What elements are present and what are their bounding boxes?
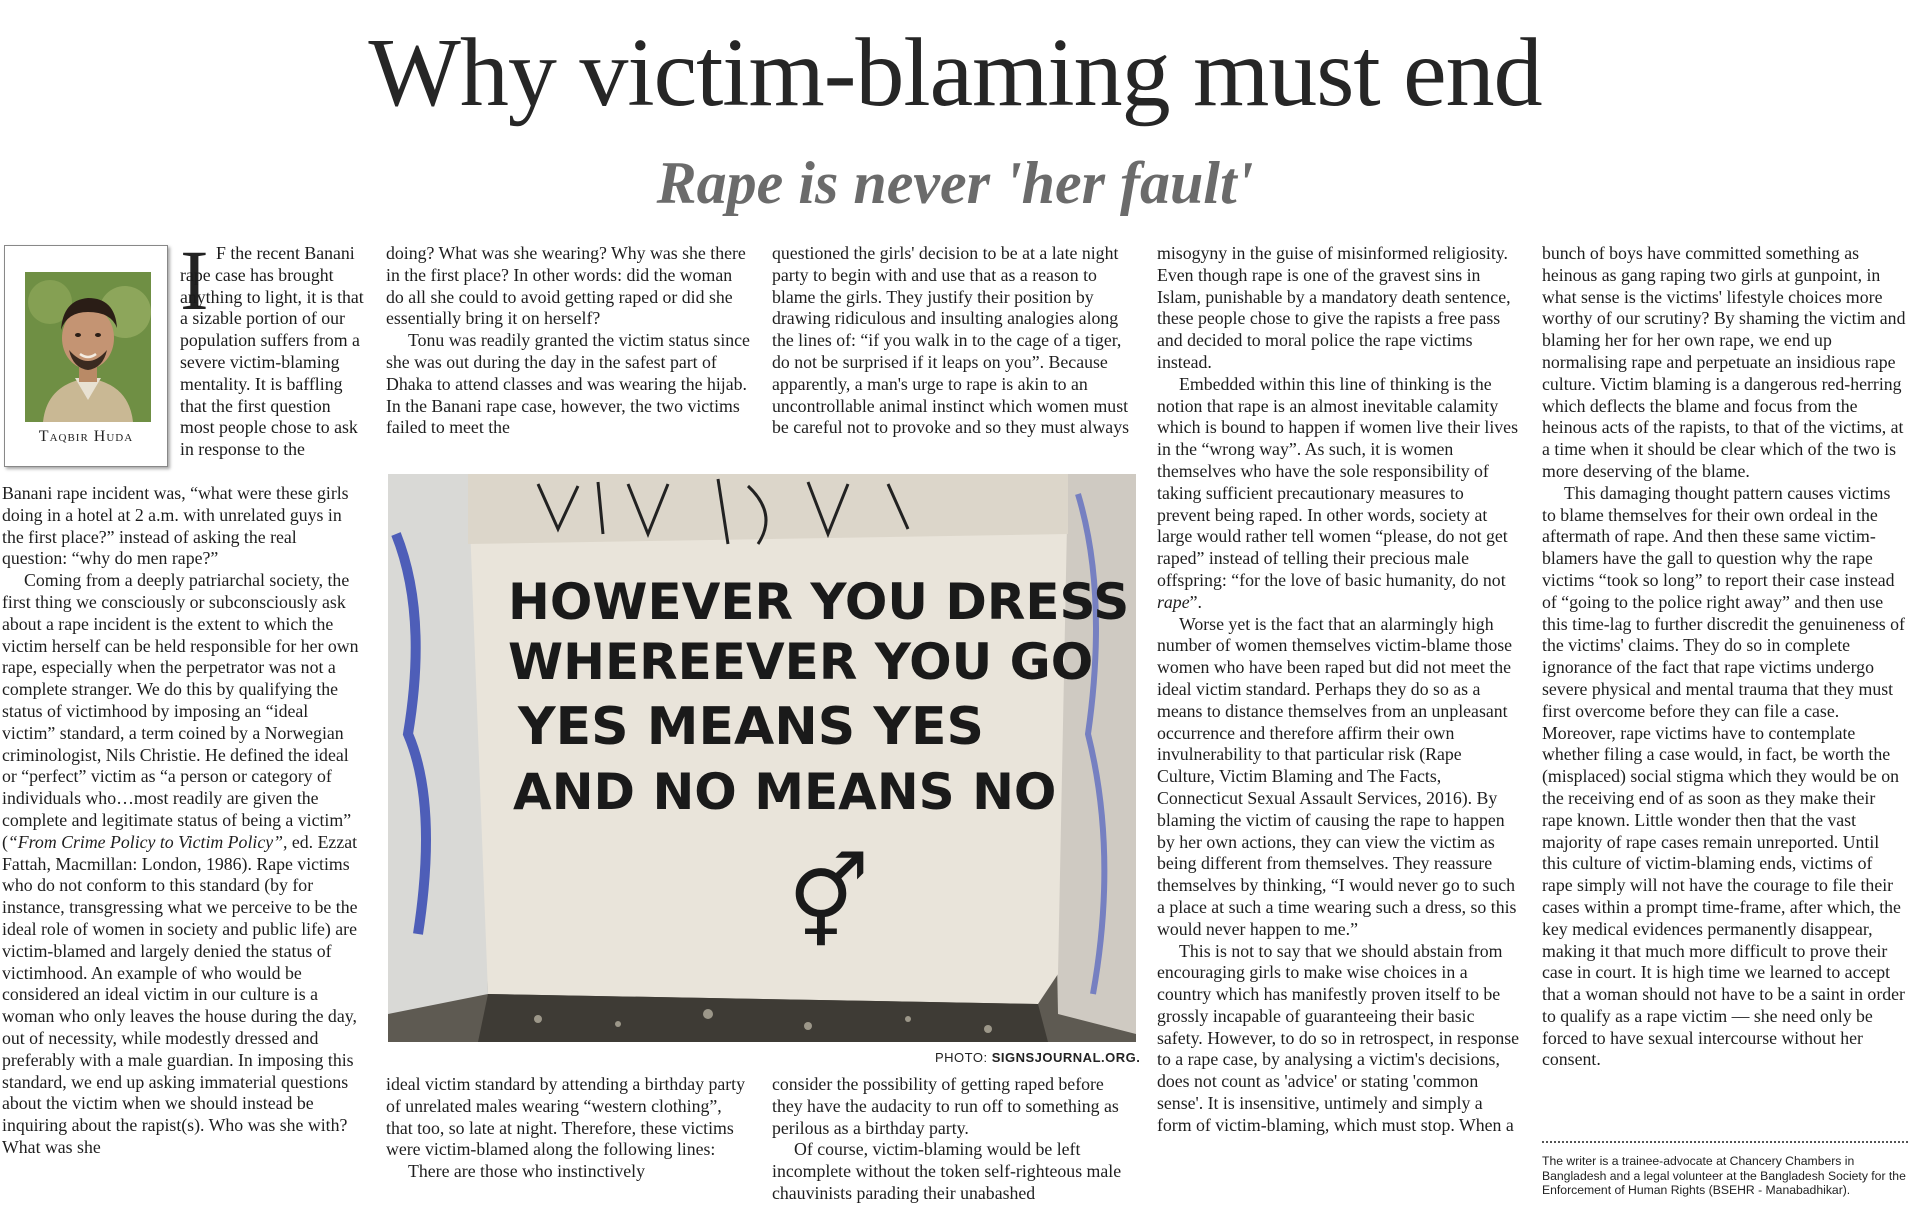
article-column-4	[1157, 243, 1521, 1216]
paragraph: doing? What was she wearing? Why was she there in the first place? In other words: did the woman do all she could to avoid getting raped or did she essentially bring it on herself?	[386, 243, 746, 329]
paragraph: This is not to say that we should abstain from encouraging girls to make wise choices in a country which has manifestly proven itself to be grossly incapable of guaranteeing their basic safety. However, to do so in retrospect, in response to a rape case, by analysing a victim's decisions, does not count as 'advice' or stating 'common sense'. It is insensitive, untimely and simply a form of victim-blaming, which must stop. When a	[1157, 940, 1520, 1135]
article-column-3-bottom	[772, 1074, 1136, 1216]
paragraph: Coming from a deeply patriarchal society, the first thing we consciously or subconsciously ask about a rape incident is the extent to which the victim herself can be held responsible for her own rape, especially when the perpetrator was not a complete stranger. We do this by qualifying the status of victimhood by imposing an “ideal victim” standard, a term coined by a Norwegian criminologist, Nils Christie. He defined the ideal or “perfect” victim as “a person or category of individuals who…most readily are given the complete and legitimate status of being a victim” (“From Crime Policy to Victim Policy”, ed. Ezzat Fattah, Macmillan: London, 1986). Rape victims who do not conform to this standard (by for instance, transgressing what we perceive to be the ideal role of women in society and public life) are victim-blamed and largely denied the status of victimhood. An example of who would be considered an ideal victim in our culture is a woman who only leaves the house during the day, out of necessity, while modestly dressed and preferably with a male guardian. In imposing this standard, we end up asking immaterial questions about the victim when we should instead be inquiring about the rapist(s). Who was she with? What was she	[2, 570, 359, 1157]
graffiti-line-3: YES MEANS YES	[518, 697, 984, 757]
subheadline: Rape is never 'her fault'	[656, 150, 1254, 216]
paragraph: Tonu was readily granted the victim status since she was out during the day in the safest part of Dhaka to attend classes and was wearing the hijab. In the Banani rape case, however, the two victims failed to meet the	[386, 330, 750, 438]
article-column-2-bottom	[386, 1074, 750, 1216]
byline-box	[4, 245, 168, 467]
paragraph: ideal victim standard by attending a birthday party of unrelated males wearing “western clothing”, that too, so late at night. Therefore, these victims were victim-blamed along the following lines:	[386, 1074, 745, 1160]
intro-text: F the recent Banani rape case has brought anything to light, it is that a sizable portion of our population suffers from a severe victim-blaming mentality. It is baffling that the first question most people chose to ask in response to the	[180, 243, 364, 460]
paragraph: Of course, victim-blaming would be left incomplete without the token self-righteous male chauvinists parading their unabashed	[772, 1139, 1122, 1203]
paragraph: Worse yet is the fact that an alarmingly high number of women themselves victim-blame those women who have been raped but did not meet the ideal victim standard. Perhaps they do so as a means to distance themselves from an unpleasant occurrence and therefore affirm their own invulnerability to that particular risk (Rape Culture, Victim Blaming and The Facts, Connecticut Sexual Assault Services, 2016). By blaming the victim of causing the rape to happen by her own actions, they can view the victim as being different from themselves. They reassure themselves by thinking, “I would never go to such a place at such a time wearing such a dress, so this would never happen to me.”	[1157, 613, 1517, 939]
paragraph: Banani rape incident was, “what were these girls doing in a hotel at 2 a.m. with unrelated guys in the first place?” instead of asking the real question: “why do men rape?”	[2, 483, 349, 569]
graffiti-photo	[388, 474, 1136, 1042]
graffiti-line-4: AND NO MEANS NO	[513, 763, 1057, 821]
headline: Why victim-blaming must end	[368, 19, 1542, 127]
paragraph: consider the possibility of getting raped before they have the audacity to run off to something as perilous as a birthday party.	[772, 1074, 1119, 1138]
article-column-3-top	[772, 243, 1136, 439]
article-column-1	[2, 483, 364, 1216]
paragraph: bunch of boys have committed something as heinous as gang raping two girls at gunpoint, in what sense is the victims' lifestyle choices more worthy of our scrutiny? By shaming the victim and blaming her for her own rape, we end up normalising rape and perpetuate an insidious rape culture. Victim blaming is a dangerous red-herring which deflects the blame and focus from the heinous acts of the rapists, to that of the victims, at a time when it should be clear which of the two is more deserving of the blame.	[1542, 243, 1906, 481]
author-footnote: The writer is a trainee-advocate at Chancery Chambers in Bangladesh and a legal volunteer at the Bangladesh Society for the Enforcement of Human Rights (BSEHR - Manabadhikar).	[1542, 1154, 1906, 1197]
paragraph: questioned the girls' decision to be at a late night party to begin with and use that as a reason to blame the girls. They justify their position by drawing ridiculous and insulting analogies along the lines of: “if you walk in to the cage of a tiger, do not be surprised if it leaps on you”. Because apparently, a man's urge to rape is akin to an uncontrollable animal instinct which women must be careful not to provoke and so they must always	[772, 243, 1130, 438]
author-photo	[25, 272, 151, 422]
article-column-5	[1542, 243, 1906, 1138]
paragraph: There are those who instinctively	[408, 1161, 646, 1182]
graffiti-line-1: HOWEVER YOU DRESS	[508, 573, 1130, 631]
paragraph: This damaging thought pattern causes victims to blame themselves for their own ordeal in the aftermath of rape. And then these same victim-blamers have the gall to question why the rape victims “took so long” to report their case instead of “going to the police right away” and then use this time-lag to further discredit the genuineness of the victims' claims. They do so in complete ignorance of the fact that rape victims undergo severe physical and mental trauma that they must first overcome before they can file a case. Moreover, rape victims have to contemplate whether filing a case would, in fact, be worth the (misplaced) social stigma which they would be on the receiving end of as soon as they make their rape known. Little wonder then that the vast majority of rape cases remain unreported. Until this culture of victim-blaming ends, victims of rape simply will not have the courage to file their cases within a prompt time-frame, after which, the key medical evidences permanently disappear, making it that much more difficult to prove their case in court. It is high time we learned to accept that a woman should not have to be a saint in order to qualify as a rape victim — she need only be forced to have sexual intercourse without her consent.	[1542, 482, 1905, 1070]
article-column-2-top	[386, 243, 750, 439]
drop-cap: I	[180, 232, 209, 328]
divider	[1542, 1141, 1908, 1143]
author-name: Taqbir Huda	[38, 428, 134, 445]
photo-credit: PHOTO: SIGNSJOURNAL.ORG.	[935, 1050, 1141, 1065]
paragraph: Embedded within this line of thinking is the notion that rape is an almost inevitable calamity which is bound to happen if women live their lives in the “wrong way”. As such, it is women themselves who have the sole responsibility of taking sufficient precautionary measures to prevent being raped. In other words, society at large would rather tell women “please, do not get raped” instead of telling their precious male offspring: “for the love of basic humanity, do not rape”.	[1157, 373, 1518, 612]
graffiti-line-2: WHEREEVER YOU GO	[508, 633, 1094, 691]
paragraph: misogyny in the guise of misinformed religiosity. Even though rape is one of the gravest sins in Islam, punishable by a mandatory death sentence, these people chose to give the rapists a free pass and decided to moral police the rape victims instead.	[1157, 243, 1511, 372]
gender-symbol: ⚥	[788, 851, 870, 956]
